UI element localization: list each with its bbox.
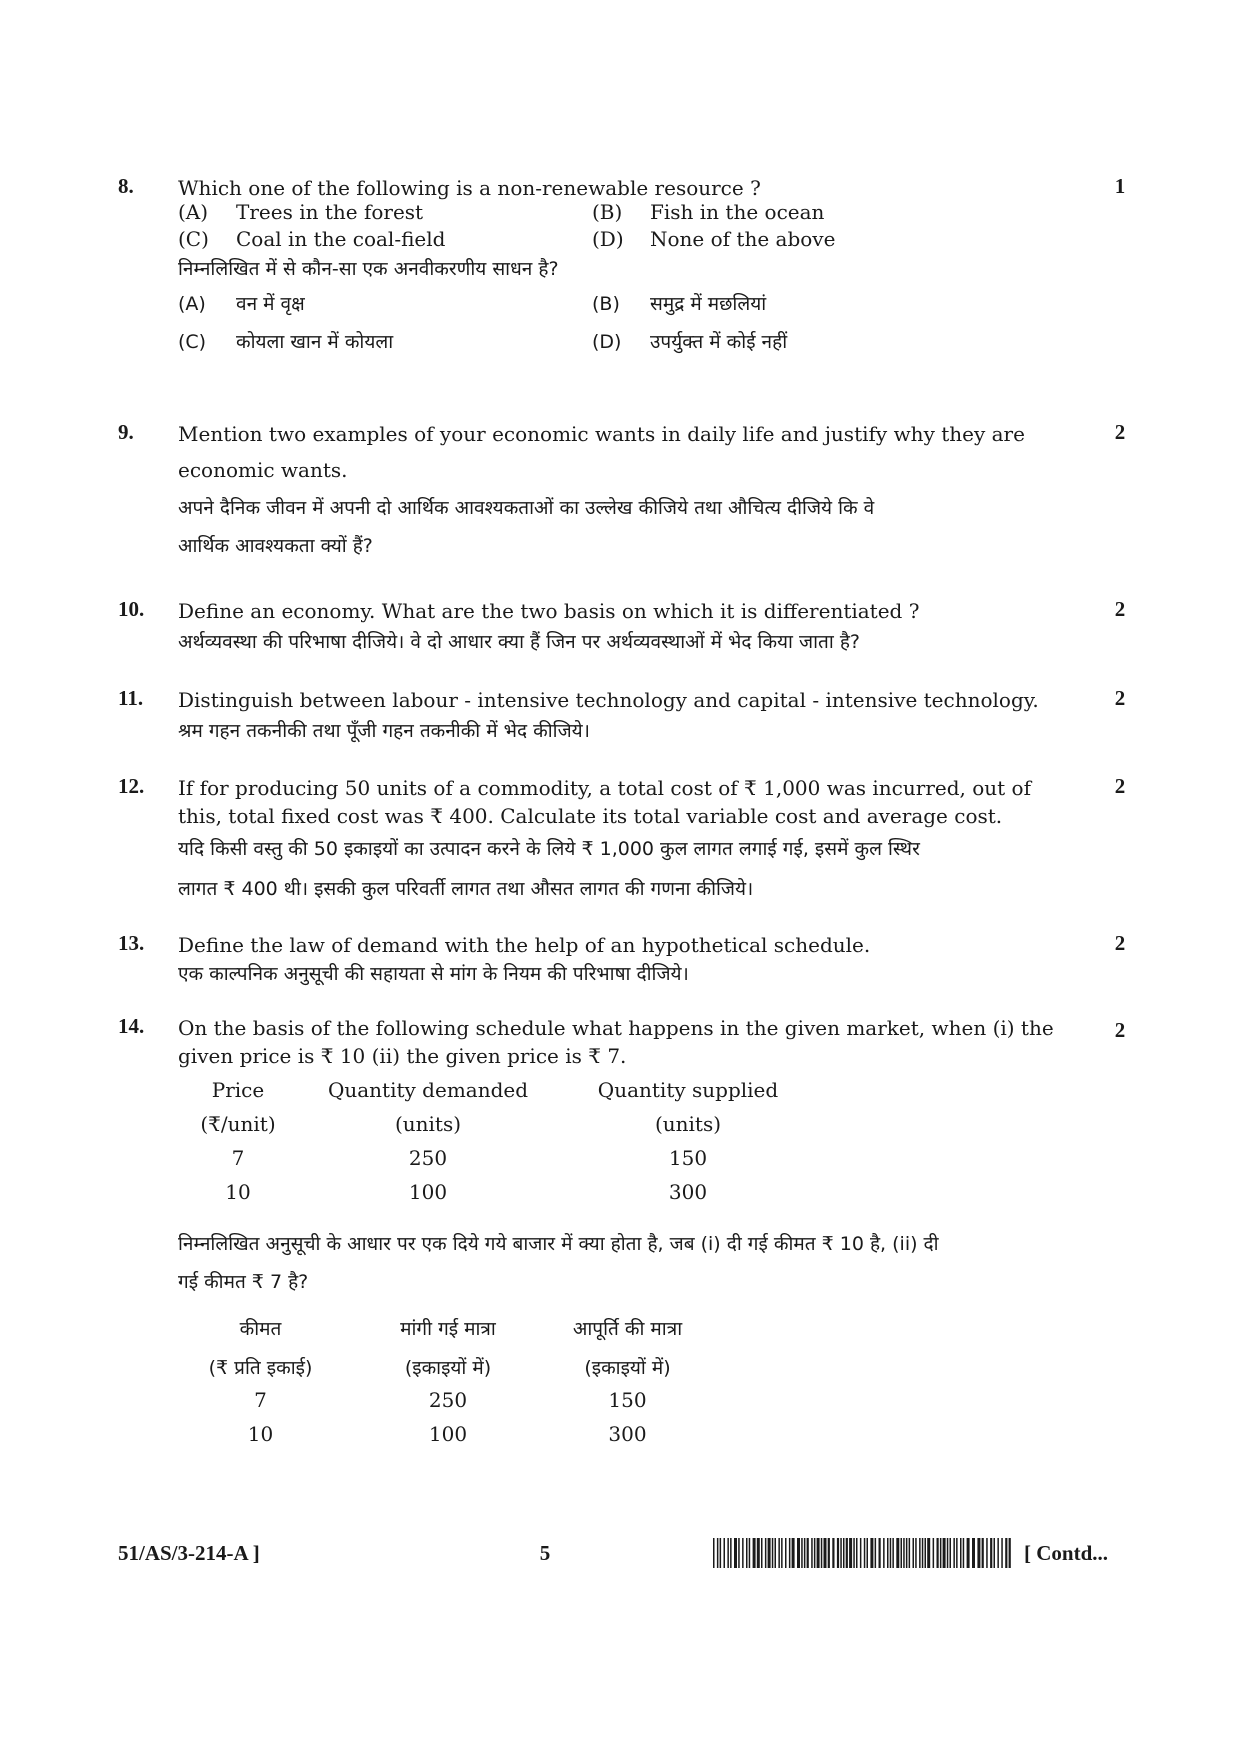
- question-marks: 2: [1114, 686, 1126, 710]
- barcode-icon: [713, 1538, 1013, 1568]
- unit-quantity-supplied: (इकाइयों में): [584, 1357, 671, 1379]
- cell-price: 10: [225, 1180, 251, 1204]
- question-number: 13.: [118, 931, 145, 955]
- col-quantity-supplied: आपूर्ति की मात्रा: [572, 1318, 683, 1340]
- col-quantity-demanded: मांगी गई मात्रा: [400, 1318, 496, 1340]
- option-a-en: (A) Trees in the forest: [178, 200, 424, 224]
- cell-quantity-demanded: 250: [428, 1388, 468, 1412]
- cell-quantity-demanded: 100: [408, 1180, 448, 1204]
- question-text-hi: अर्थव्यवस्था की परिभाषा दीजिये। वे दो आधार क्या हैं जिन पर अर्थव्यवस्थाओं में भेद किया जाता है?: [178, 631, 861, 653]
- question-number: 11.: [118, 686, 144, 710]
- question-text-en-line-1: If for producing 50 units of a commodity, a total cost of ₹ 1,000 was incurred, out of: [178, 776, 1031, 800]
- option-b-hi: (B) समुद्र में मछलियां: [592, 293, 767, 315]
- question-text-hi-line-1: यदि किसी वस्तु की 50 इकाइयों का उत्पादन करने के लिये ₹ 1,000 कुल लागत लगाई गई, इसमें कुल स्थिर: [178, 838, 920, 860]
- option-d-en: (D) None of the above: [592, 227, 836, 251]
- unit-quantity-demanded: (units): [394, 1112, 462, 1136]
- schedule-hi-header: [178, 1315, 878, 1345]
- continued-label: [ Contd...: [1024, 1541, 1109, 1565]
- schedule-en-units: [178, 1112, 878, 1142]
- table-row: [178, 1146, 878, 1176]
- cell-quantity-supplied: 150: [608, 1388, 647, 1412]
- question-text-en: Define an economy. What are the two basis on which it is differentiated ?: [178, 599, 920, 623]
- unit-quantity-supplied: (units): [654, 1112, 722, 1136]
- unit-quantity-demanded: (इकाइयों में): [404, 1357, 492, 1379]
- question-text-en-line-2: economic wants.: [178, 458, 348, 482]
- table-row: [178, 1180, 878, 1210]
- table-row: [178, 1422, 878, 1452]
- cell-price: 10: [247, 1422, 274, 1446]
- page-number: 5: [539, 1541, 551, 1565]
- question-marks: 2: [1114, 931, 1126, 955]
- cell-price: 7: [231, 1146, 245, 1170]
- cell-quantity-demanded: 250: [408, 1146, 448, 1170]
- col-quantity-demanded: Quantity demanded: [327, 1078, 529, 1102]
- unit-price: (₹ प्रति इकाई): [208, 1357, 313, 1379]
- table-row: [178, 1388, 878, 1418]
- option-b-en: (B) Fish in the ocean: [592, 200, 825, 224]
- option-d-hi: (D) उपर्युक्त में कोई नहीं: [592, 331, 788, 353]
- unit-price: (₹/unit): [200, 1112, 276, 1136]
- question-number: 12.: [118, 774, 145, 798]
- question-text-hi: निम्नलिखित में से कौन-सा एक अनवीकरणीय साधन है?: [178, 258, 559, 280]
- schedule-en-header: [178, 1078, 878, 1108]
- question-number: 8.: [118, 174, 134, 198]
- question-text-en: Which one of the following is a non-renewable resource ?: [178, 176, 761, 200]
- col-quantity-supplied: Quantity supplied: [597, 1078, 779, 1102]
- question-text-en-line-1: Mention two examples of your economic wants in daily life and justify why they are: [178, 422, 1025, 446]
- question-text-hi-line-2: गई कीमत ₹ 7 है?: [178, 1271, 309, 1293]
- cell-quantity-supplied: 300: [608, 1422, 647, 1446]
- option-c-en: (C) Coal in the coal-field: [178, 227, 446, 251]
- question-marks: 2: [1114, 597, 1126, 621]
- question-marks: 1: [1114, 174, 1126, 198]
- cell-quantity-supplied: 150: [668, 1146, 708, 1170]
- option-a-hi: (A) वन में वृक्ष: [178, 293, 305, 315]
- question-number: 10.: [118, 597, 145, 621]
- option-c-hi: (C) कोयला खान में कोयला: [178, 331, 394, 353]
- question-text-en: Define the law of demand with the help of an hypothetical schedule.: [178, 933, 871, 957]
- question-text-hi-line-1: निम्नलिखित अनुसूची के आधार पर एक दिये गये बाजार में क्या होता है, जब (i) दी गई कीमत ₹ 10 है, (ii) दी: [178, 1233, 939, 1255]
- col-price: कीमत: [239, 1318, 282, 1340]
- question-text-hi: एक काल्पनिक अनुसूची की सहायता से मांग के नियम की परिभाषा दीजिये।: [178, 963, 689, 985]
- question-text-en: Distinguish between labour - intensive technology and capital - intensive technology.: [178, 688, 1039, 712]
- question-number: 9.: [118, 420, 134, 444]
- question-text-en-line-2: this, total fixed cost was ₹ 400. Calculate its total variable cost and average cost.: [178, 804, 1003, 828]
- question-text-hi-line-1: अपने दैनिक जीवन में अपनी दो आर्थिक आवश्यकताओं का उल्लेख कीजिये तथा औचित्य दीजिये कि वे: [178, 497, 875, 519]
- question-marks: 2: [1114, 774, 1126, 798]
- col-price: Price: [211, 1078, 265, 1102]
- question-text-hi: श्रम गहन तकनीकी तथा पूँजी गहन तकनीकी में भेद कीजिये।: [178, 720, 590, 742]
- question-text-hi-line-2: आर्थिक आवश्यकता क्यों हैं?: [178, 535, 373, 557]
- question-marks: 2: [1114, 1018, 1126, 1042]
- cell-quantity-supplied: 300: [668, 1180, 708, 1204]
- question-text-en-line-1: On the basis of the following schedule what happens in the given market, when (i) the: [178, 1016, 1054, 1040]
- cell-price: 7: [254, 1388, 267, 1412]
- question-marks: 2: [1114, 420, 1126, 444]
- question-text-hi-line-2: लागत ₹ 400 थी। इसकी कुल परिवर्ती लागत तथा औसत लागत की गणना कीजिये।: [178, 878, 754, 900]
- cell-quantity-demanded: 100: [428, 1422, 468, 1446]
- question-number: 14.: [118, 1014, 145, 1038]
- schedule-hi-units: [178, 1354, 878, 1384]
- paper-code: 51/AS/3-214-A ]: [118, 1541, 260, 1565]
- question-text-en-line-2: given price is ₹ 10 (ii) the given price is ₹ 7.: [178, 1044, 627, 1068]
